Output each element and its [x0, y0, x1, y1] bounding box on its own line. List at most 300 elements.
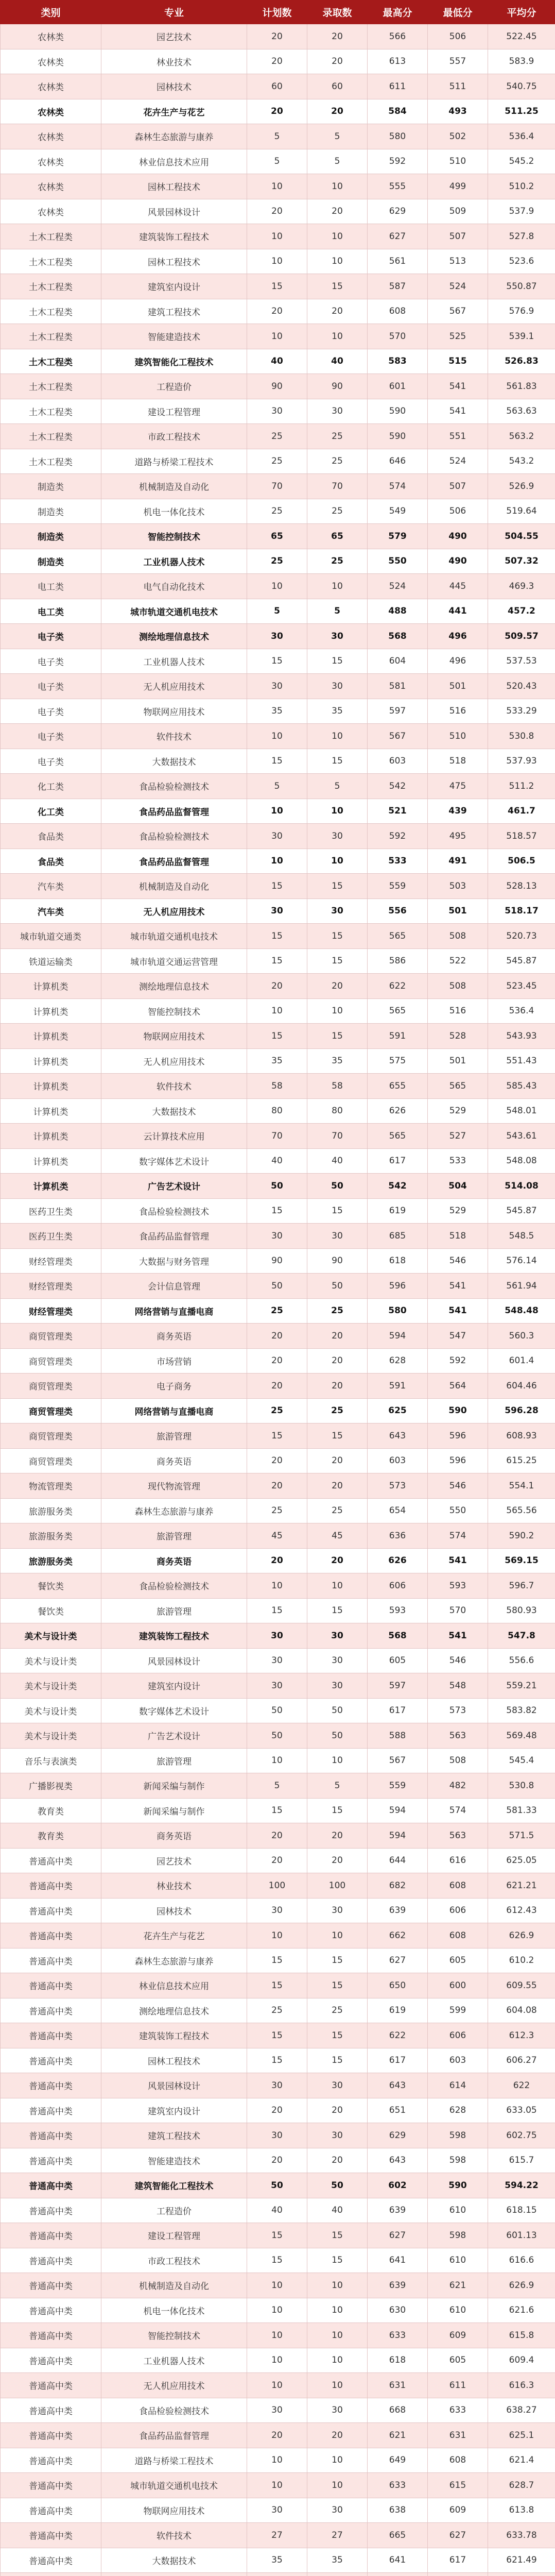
category-cell: 普通高中类: [1, 2148, 101, 2173]
table-row: [1, 1923, 555, 1948]
table-row: [1, 1848, 555, 1873]
admitted-count-cell: 15: [307, 874, 368, 899]
major-cell: 工业机器人技术: [101, 649, 247, 674]
table-row: [1, 2473, 555, 2498]
category-cell: 土木工程类: [1, 374, 101, 399]
plan-count-cell: 90: [247, 374, 307, 399]
plan-count-cell: 15: [247, 749, 307, 774]
max-score-cell: 556: [368, 899, 428, 924]
table-row: [1, 2098, 555, 2123]
avg-score-cell: 547.8: [488, 1623, 555, 1649]
plan-count-cell: 10: [247, 799, 307, 824]
table-row: [1, 524, 555, 549]
max-score-cell: 574: [368, 474, 428, 499]
admitted-count-cell: 15: [307, 2248, 368, 2273]
min-score-cell: 628: [428, 2098, 488, 2123]
avg-score-cell: 514.08: [488, 1174, 555, 1199]
admitted-count-cell: 10: [307, 574, 368, 599]
min-score-cell: 599: [428, 1998, 488, 2023]
min-score-cell: 511: [428, 74, 488, 99]
major-cell: 数字媒体艺术设计: [101, 1698, 247, 1723]
plan-count-cell: 20: [247, 99, 307, 124]
min-score-cell: 615: [428, 2473, 488, 2498]
major-cell: 无人机应用技术: [101, 2373, 247, 2398]
table-row: [1, 549, 555, 574]
admitted-count-cell: 15: [307, 948, 368, 974]
avg-score-cell: 506.5: [488, 849, 555, 874]
max-score-cell: 588: [368, 1723, 428, 1749]
major-cell: 城市轨道交通机电技术: [101, 924, 247, 949]
avg-score-cell: 621.4: [488, 2448, 555, 2473]
avg-score-cell: 528.13: [488, 874, 555, 899]
plan-count-cell: 25: [247, 1498, 307, 1523]
max-score-cell: 639: [368, 2198, 428, 2223]
max-score-cell: 646: [368, 449, 428, 474]
admitted-count-cell: 10: [307, 799, 368, 824]
plan-count-cell: 30: [247, 1224, 307, 1249]
admitted-count-cell: 30: [307, 1648, 368, 1673]
major-cell: 软件技术: [101, 1074, 247, 1099]
admitted-count-cell: 15: [307, 1198, 368, 1224]
min-score-cell: 516: [428, 699, 488, 724]
major-cell: 食品检验检测技术: [101, 2398, 247, 2423]
major-cell: 大数据技术: [101, 2548, 247, 2573]
category-cell: 普通高中类: [1, 1873, 101, 1899]
plan-count-cell: [247, 2573, 307, 2576]
min-score-cell: 627: [428, 2523, 488, 2548]
avg-score-cell: 594.22: [488, 2173, 555, 2198]
plan-count-cell: 65: [247, 524, 307, 549]
category-cell: 普通高中类: [1, 1923, 101, 1948]
avg-score-cell: 625.05: [488, 1848, 555, 1873]
min-score-cell: 541: [428, 1298, 488, 1324]
avg-score-cell: 520.73: [488, 924, 555, 949]
min-score-cell: 541: [428, 1548, 488, 1573]
category-cell: 商贸管理类: [1, 1398, 101, 1423]
table-row: [1, 2323, 555, 2348]
max-score-cell: 627: [368, 2223, 428, 2248]
admitted-count-cell: 30: [307, 399, 368, 424]
major-cell: 园艺技术: [101, 24, 247, 49]
category-cell: 医药卫生类: [1, 1224, 101, 1249]
max-score-cell: 603: [368, 749, 428, 774]
min-score-cell: 570: [428, 1598, 488, 1623]
min-score-cell: 496: [428, 649, 488, 674]
max-score-cell: 668: [368, 2398, 428, 2423]
admitted-count-cell: 25: [307, 1298, 368, 1324]
admitted-count-cell: 5: [307, 1773, 368, 1799]
avg-score-cell: 550.87: [488, 274, 555, 299]
major-cell: 城市轨道交通机电技术: [101, 599, 247, 624]
major-cell: 森林生态旅游与康养: [101, 1948, 247, 1973]
category-cell: 普通高中类: [1, 2198, 101, 2223]
avg-score-cell: 621.21: [488, 1873, 555, 1899]
min-score-cell: 503: [428, 874, 488, 899]
min-score-cell: 590: [428, 1398, 488, 1423]
avg-score-cell: 543.2: [488, 449, 555, 474]
plan-count-cell: 30: [247, 2123, 307, 2148]
major-cell: 工业机器人技术: [101, 2348, 247, 2373]
max-score-cell: 643: [368, 2073, 428, 2098]
table-row: [1, 249, 555, 274]
major-cell: 无人机应用技术: [101, 1048, 247, 1074]
table-row: [1, 1723, 555, 1749]
min-score-cell: 501: [428, 674, 488, 699]
category-cell: [1, 2573, 101, 2576]
plan-count-cell: 40: [247, 2198, 307, 2223]
category-cell: 普通高中类: [1, 2173, 101, 2198]
major-cell: 物联网应用技术: [101, 699, 247, 724]
category-cell: 汽车类: [1, 899, 101, 924]
min-score-cell: 564: [428, 1374, 488, 1399]
max-score-cell: 591: [368, 1024, 428, 1049]
avg-score-cell: 581.33: [488, 1798, 555, 1823]
major-cell: 园艺技术: [101, 1848, 247, 1873]
avg-score-cell: 606.27: [488, 2048, 555, 2073]
major-cell: 森林生态旅游与康养: [101, 1498, 247, 1523]
admitted-count-cell: 10: [307, 2298, 368, 2323]
admitted-count-cell: 10: [307, 2448, 368, 2473]
min-score-cell: 608: [428, 1923, 488, 1948]
avg-score-cell: [488, 2573, 555, 2576]
min-score-cell: 611: [428, 2373, 488, 2398]
category-cell: 土木工程类: [1, 224, 101, 249]
plan-count-cell: 10: [247, 2373, 307, 2398]
table-row: [1, 2423, 555, 2448]
table-row: [1, 1798, 555, 1823]
column-header-admitted-count: 录取数: [307, 1, 368, 24]
table-row: [1, 2173, 555, 2198]
min-score-cell: 608: [428, 2448, 488, 2473]
avg-score-cell: 530.8: [488, 724, 555, 749]
min-score-cell: 592: [428, 1348, 488, 1374]
admitted-count-cell: 50: [307, 2173, 368, 2198]
table-row: [1, 1124, 555, 1149]
plan-count-cell: 80: [247, 1098, 307, 1124]
avg-score-cell: 616.3: [488, 2373, 555, 2398]
plan-count-cell: 45: [247, 1523, 307, 1549]
avg-score-cell: 560.3: [488, 1324, 555, 1349]
major-cell: 智能控制技术: [101, 2323, 247, 2348]
table-row: [1, 2298, 555, 2323]
avg-score-cell: 545.4: [488, 1748, 555, 1773]
max-score-cell: 613: [368, 49, 428, 74]
plan-count-cell: 20: [247, 1823, 307, 1849]
category-cell: 农林类: [1, 74, 101, 99]
category-cell: 普通高中类: [1, 2123, 101, 2148]
major-cell: 市政工程技术: [101, 2248, 247, 2273]
plan-count-cell: 10: [247, 324, 307, 349]
plan-count-cell: 70: [247, 474, 307, 499]
major-cell: 建筑装饰工程技术: [101, 2023, 247, 2048]
major-cell: 工程造价: [101, 374, 247, 399]
category-cell: 物流管理类: [1, 1473, 101, 1499]
admitted-count-cell: 40: [307, 2198, 368, 2223]
admitted-count-cell: 20: [307, 99, 368, 124]
admitted-count-cell: 20: [307, 974, 368, 999]
major-cell: 建筑智能化工程技术: [101, 349, 247, 374]
table-row: [1, 374, 555, 399]
major-cell: 智能建造技术: [101, 2148, 247, 2173]
category-cell: 农林类: [1, 149, 101, 174]
max-score-cell: 573: [368, 1473, 428, 1499]
table-row: [1, 2498, 555, 2523]
admitted-count-cell: 20: [307, 1348, 368, 1374]
max-score-cell: 626: [368, 1548, 428, 1573]
category-cell: 制造类: [1, 474, 101, 499]
plan-count-cell: 30: [247, 1898, 307, 1923]
min-score-cell: 614: [428, 2073, 488, 2098]
min-score-cell: 495: [428, 824, 488, 849]
major-cell: 软件技术: [101, 2523, 247, 2548]
table-row: [1, 1198, 555, 1224]
avg-score-cell: 540.75: [488, 74, 555, 99]
plan-count-cell: 5: [247, 599, 307, 624]
avg-score-cell: 626.9: [488, 2273, 555, 2298]
min-score-cell: 515: [428, 349, 488, 374]
plan-count-cell: 20: [247, 1448, 307, 1473]
max-score-cell: 581: [368, 674, 428, 699]
category-cell: 教育类: [1, 1798, 101, 1823]
max-score-cell: 583: [368, 349, 428, 374]
min-score-cell: 510: [428, 724, 488, 749]
max-score-cell: 629: [368, 199, 428, 224]
max-score-cell: 622: [368, 974, 428, 999]
avg-score-cell: 507.32: [488, 549, 555, 574]
admitted-count-cell: 15: [307, 649, 368, 674]
avg-score-cell: 523.45: [488, 974, 555, 999]
min-score-cell: 502: [428, 124, 488, 149]
plan-count-cell: 30: [247, 1673, 307, 1699]
plan-count-cell: 50: [247, 1274, 307, 1299]
plan-count-cell: 10: [247, 249, 307, 274]
max-score-cell: 655: [368, 1074, 428, 1099]
category-cell: 商贸管理类: [1, 1348, 101, 1374]
max-score-cell: 602: [368, 2173, 428, 2198]
admitted-count-cell: 20: [307, 49, 368, 74]
admitted-count-cell: 30: [307, 2498, 368, 2523]
table-row: [1, 2523, 555, 2548]
major-cell: 会计信息管理: [101, 1274, 247, 1299]
table-row: [1, 2273, 555, 2298]
min-score-cell: 525: [428, 324, 488, 349]
min-score-cell: 590: [428, 2173, 488, 2198]
min-score-cell: 507: [428, 474, 488, 499]
min-score-cell: 475: [428, 774, 488, 799]
category-cell: 普通高中类: [1, 2223, 101, 2248]
major-cell: 建筑室内设计: [101, 2098, 247, 2123]
table-row: [1, 2373, 555, 2398]
max-score-cell: 597: [368, 699, 428, 724]
plan-count-cell: 10: [247, 174, 307, 199]
column-header-max-score: 最高分: [368, 1, 428, 24]
plan-count-cell: 50: [247, 2173, 307, 2198]
plan-count-cell: 15: [247, 1598, 307, 1623]
category-cell: 普通高中类: [1, 1948, 101, 1973]
table-row: [1, 1423, 555, 1449]
max-score-cell: 590: [368, 424, 428, 449]
avg-score-cell: 536.4: [488, 124, 555, 149]
major-cell: 林业技术: [101, 49, 247, 74]
admitted-count-cell: 10: [307, 2323, 368, 2348]
plan-count-cell: 10: [247, 574, 307, 599]
max-score-cell: 630: [368, 2298, 428, 2323]
table-row: [1, 1098, 555, 1124]
max-score-cell: 627: [368, 224, 428, 249]
plan-count-cell: 5: [247, 149, 307, 174]
admitted-count-cell: 20: [307, 1823, 368, 1849]
plan-count-cell: 30: [247, 824, 307, 849]
avg-score-cell: 615.7: [488, 2148, 555, 2173]
admitted-count-cell: 30: [307, 1673, 368, 1699]
column-header-category: 类别: [1, 1, 101, 24]
category-cell: 土木工程类: [1, 449, 101, 474]
max-score-cell: 594: [368, 1823, 428, 1849]
admitted-count-cell: 25: [307, 549, 368, 574]
plan-count-cell: 10: [247, 724, 307, 749]
category-cell: 广播影视类: [1, 1773, 101, 1799]
min-score-cell: 490: [428, 524, 488, 549]
category-cell: 普通高中类: [1, 1848, 101, 1873]
category-cell: 美术与设计类: [1, 1723, 101, 1749]
min-score-cell: 593: [428, 1573, 488, 1599]
avg-score-cell: 612.43: [488, 1898, 555, 1923]
admitted-count-cell: 10: [307, 324, 368, 349]
max-score-cell: 584: [368, 99, 428, 124]
plan-count-cell: 10: [247, 2298, 307, 2323]
major-cell: 现代物流管理: [101, 1473, 247, 1499]
table-row: [1, 1523, 555, 1549]
max-score-cell: 579: [368, 524, 428, 549]
avg-score-cell: 530.8: [488, 1773, 555, 1799]
category-cell: 普通高中类: [1, 2298, 101, 2323]
admitted-count-cell: 15: [307, 1948, 368, 1973]
admitted-count-cell: 15: [307, 2048, 368, 2073]
major-cell: 林业技术: [101, 1873, 247, 1899]
category-cell: 电工类: [1, 574, 101, 599]
admitted-count-cell: 20: [307, 1548, 368, 1573]
min-score-cell: 493: [428, 99, 488, 124]
table-row: [1, 1773, 555, 1799]
admitted-count-cell: 50: [307, 1723, 368, 1749]
max-score-cell: 617: [368, 1698, 428, 1723]
max-score-cell: 611: [368, 74, 428, 99]
max-score-cell: 604: [368, 649, 428, 674]
admitted-count-cell: 10: [307, 1923, 368, 1948]
max-score-cell: 641: [368, 2548, 428, 2573]
plan-count-cell: 5: [247, 124, 307, 149]
min-score-cell: 507: [428, 224, 488, 249]
category-cell: 计算机类: [1, 1048, 101, 1074]
table-header: [1, 1, 555, 24]
table-row: [1, 74, 555, 99]
category-cell: 商贸管理类: [1, 1448, 101, 1473]
category-cell: 计算机类: [1, 1098, 101, 1124]
category-cell: 制造类: [1, 499, 101, 524]
admitted-count-cell: 25: [307, 499, 368, 524]
table-row: [1, 174, 555, 199]
table-row: [1, 948, 555, 974]
major-cell: 园林技术: [101, 74, 247, 99]
max-score-cell: 555: [368, 174, 428, 199]
plan-count-cell: 5: [247, 774, 307, 799]
avg-score-cell: 565.56: [488, 1498, 555, 1523]
major-cell: 建筑工程技术: [101, 299, 247, 324]
major-cell: 大数据技术: [101, 749, 247, 774]
table-row: [1, 99, 555, 124]
avg-score-cell: 609.55: [488, 1973, 555, 1998]
plan-count-cell: 40: [247, 1148, 307, 1174]
plan-count-cell: 15: [247, 1948, 307, 1973]
table-row: [1, 1498, 555, 1523]
table-row: [1, 1324, 555, 1349]
admitted-count-cell: 10: [307, 724, 368, 749]
header-row: [1, 1, 555, 24]
plan-count-cell: 35: [247, 2548, 307, 2573]
plan-count-cell: 30: [247, 624, 307, 649]
admitted-count-cell: 50: [307, 1274, 368, 1299]
max-score-cell: 625: [368, 1398, 428, 1423]
min-score-cell: 501: [428, 899, 488, 924]
table-row: [1, 1748, 555, 1773]
avg-score-cell: 545.87: [488, 948, 555, 974]
plan-count-cell: 30: [247, 2498, 307, 2523]
category-cell: 化工类: [1, 774, 101, 799]
min-score-cell: 563: [428, 1723, 488, 1749]
table-row: [1, 474, 555, 499]
admitted-count-cell: 30: [307, 624, 368, 649]
plan-count-cell: 15: [247, 1024, 307, 1049]
admitted-count-cell: 58: [307, 1074, 368, 1099]
major-cell: 建设工程管理: [101, 399, 247, 424]
plan-count-cell: 10: [247, 2448, 307, 2473]
min-score-cell: 541: [428, 1274, 488, 1299]
category-cell: 普通高中类: [1, 2323, 101, 2348]
table-row: [1, 674, 555, 699]
table-row: [1, 774, 555, 799]
category-cell: 普通高中类: [1, 2523, 101, 2548]
max-score-cell: 565: [368, 924, 428, 949]
category-cell: 农林类: [1, 99, 101, 124]
max-score-cell: 618: [368, 1248, 428, 1274]
max-score-cell: 561: [368, 249, 428, 274]
major-cell: 市政工程技术: [101, 424, 247, 449]
avg-score-cell: 601.13: [488, 2223, 555, 2248]
avg-score-cell: 616.6: [488, 2248, 555, 2273]
plan-count-cell: 70: [247, 1124, 307, 1149]
table-row: [1, 224, 555, 249]
table-row: [1, 874, 555, 899]
table-row: [1, 899, 555, 924]
major-cell: 林业信息技术应用: [101, 149, 247, 174]
min-score-cell: 499: [428, 174, 488, 199]
admitted-count-cell: 27: [307, 2523, 368, 2548]
table-row: [1, 424, 555, 449]
min-score-cell: 574: [428, 1798, 488, 1823]
max-score-cell: 565: [368, 1124, 428, 1149]
plan-count-cell: 35: [247, 699, 307, 724]
admitted-count-cell: 60: [307, 74, 368, 99]
category-cell: 电子类: [1, 674, 101, 699]
table-row: [1, 599, 555, 624]
plan-count-cell: 30: [247, 1623, 307, 1649]
major-cell: 无人机应用技术: [101, 899, 247, 924]
admitted-count-cell: 65: [307, 524, 368, 549]
table-row: [1, 1973, 555, 1998]
plan-count-cell: 20: [247, 1548, 307, 1573]
max-score-cell: 628: [368, 1348, 428, 1374]
max-score-cell: 639: [368, 1898, 428, 1923]
